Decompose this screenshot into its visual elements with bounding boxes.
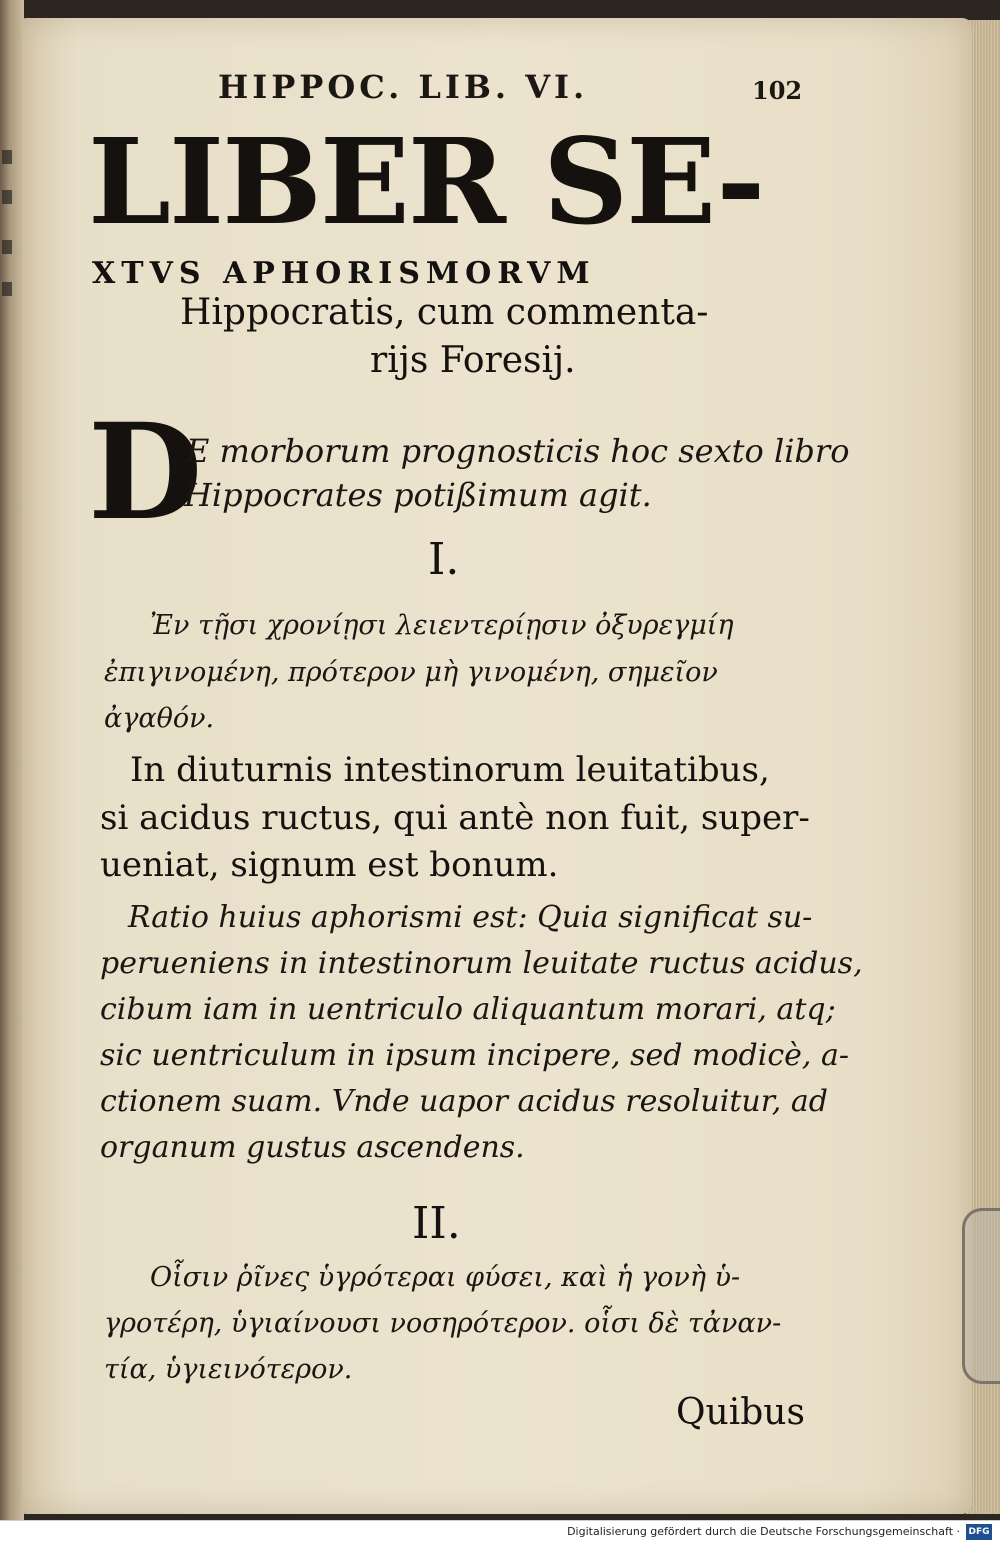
greek-line: γροτέρη, ὑγιαίνουσι νοσηρότερον. οἷσι δὲ τἀναν- — [104, 1308, 782, 1339]
left-page-edge — [0, 0, 24, 1520]
intro-line-2: Hippocrates potißimum agit. — [184, 476, 652, 514]
greek-line: τία, ὑγιεινότερον. — [104, 1354, 353, 1385]
commentary-line: organum gustus ascendens. — [100, 1130, 525, 1165]
title-line-3: Hippocratis, cum commenta- — [180, 292, 709, 333]
running-head: HIPPOC. LIB. VI. — [218, 68, 589, 106]
aphorism-line: ueniat, signum est bonum. — [100, 845, 559, 885]
aphorism-line: si acidus ructus, qui antè non fuit, super- — [100, 798, 810, 838]
aphorism-line: In diuturnis intestinorum leuitatibus, — [130, 750, 770, 790]
edge-fragment — [2, 240, 12, 254]
commentary-line: perueniens in intestinorum leuitate ructus acidus, — [100, 946, 863, 981]
dfg-logo-icon: DFG — [966, 1524, 992, 1540]
folio-number: 102 — [752, 76, 803, 105]
commentary-line: Ratio huius aphorismi est: Quia significat su- — [128, 900, 813, 935]
title-line-2: XTVS APHORISMORVM — [92, 256, 596, 291]
edge-fragment — [2, 190, 12, 204]
edge-fragment — [2, 150, 12, 164]
greek-line: ἀγαθόν. — [104, 703, 215, 734]
footer-bar — [0, 1520, 1000, 1545]
section-number-1: I. — [428, 534, 460, 585]
edge-fragment — [2, 282, 12, 296]
commentary-line: cibum iam in uentriculo aliquantum morari, atq; — [100, 992, 836, 1027]
greek-line: ἐπιγινομένη, πρότερον μὴ γινομένη, σημεῖον — [104, 657, 718, 688]
drop-cap: D — [88, 395, 203, 550]
greek-line: Ἐν τῇσι χρονίῃσι λειεντερίῃσιν ὀξυρεγμίη — [150, 610, 734, 641]
intro-line-1: E morborum prognosticis hoc sexto libro — [186, 432, 850, 470]
catchword: Quibus — [676, 1392, 805, 1433]
funding-credit: Digitalisierung gefördert durch die Deutsche Forschungsgemeinschaft · — [567, 1525, 960, 1538]
commentary-line: sic uentriculum in ipsum incipere, sed modicè, a- — [100, 1038, 849, 1073]
section-number-2: II. — [412, 1198, 461, 1249]
title-line-4: rijs Foresij. — [370, 340, 576, 381]
greek-line: Οἷσιν ῥῖνες ὑγρότεραι φύσει, καὶ ἡ γονὴ ὑ- — [150, 1262, 741, 1293]
title-line-1: LIBER SE- — [88, 112, 764, 251]
book-clasp — [962, 1208, 1000, 1384]
commentary-line: ctionem suam. Vnde uapor acidus resoluitur, ad — [100, 1084, 828, 1119]
